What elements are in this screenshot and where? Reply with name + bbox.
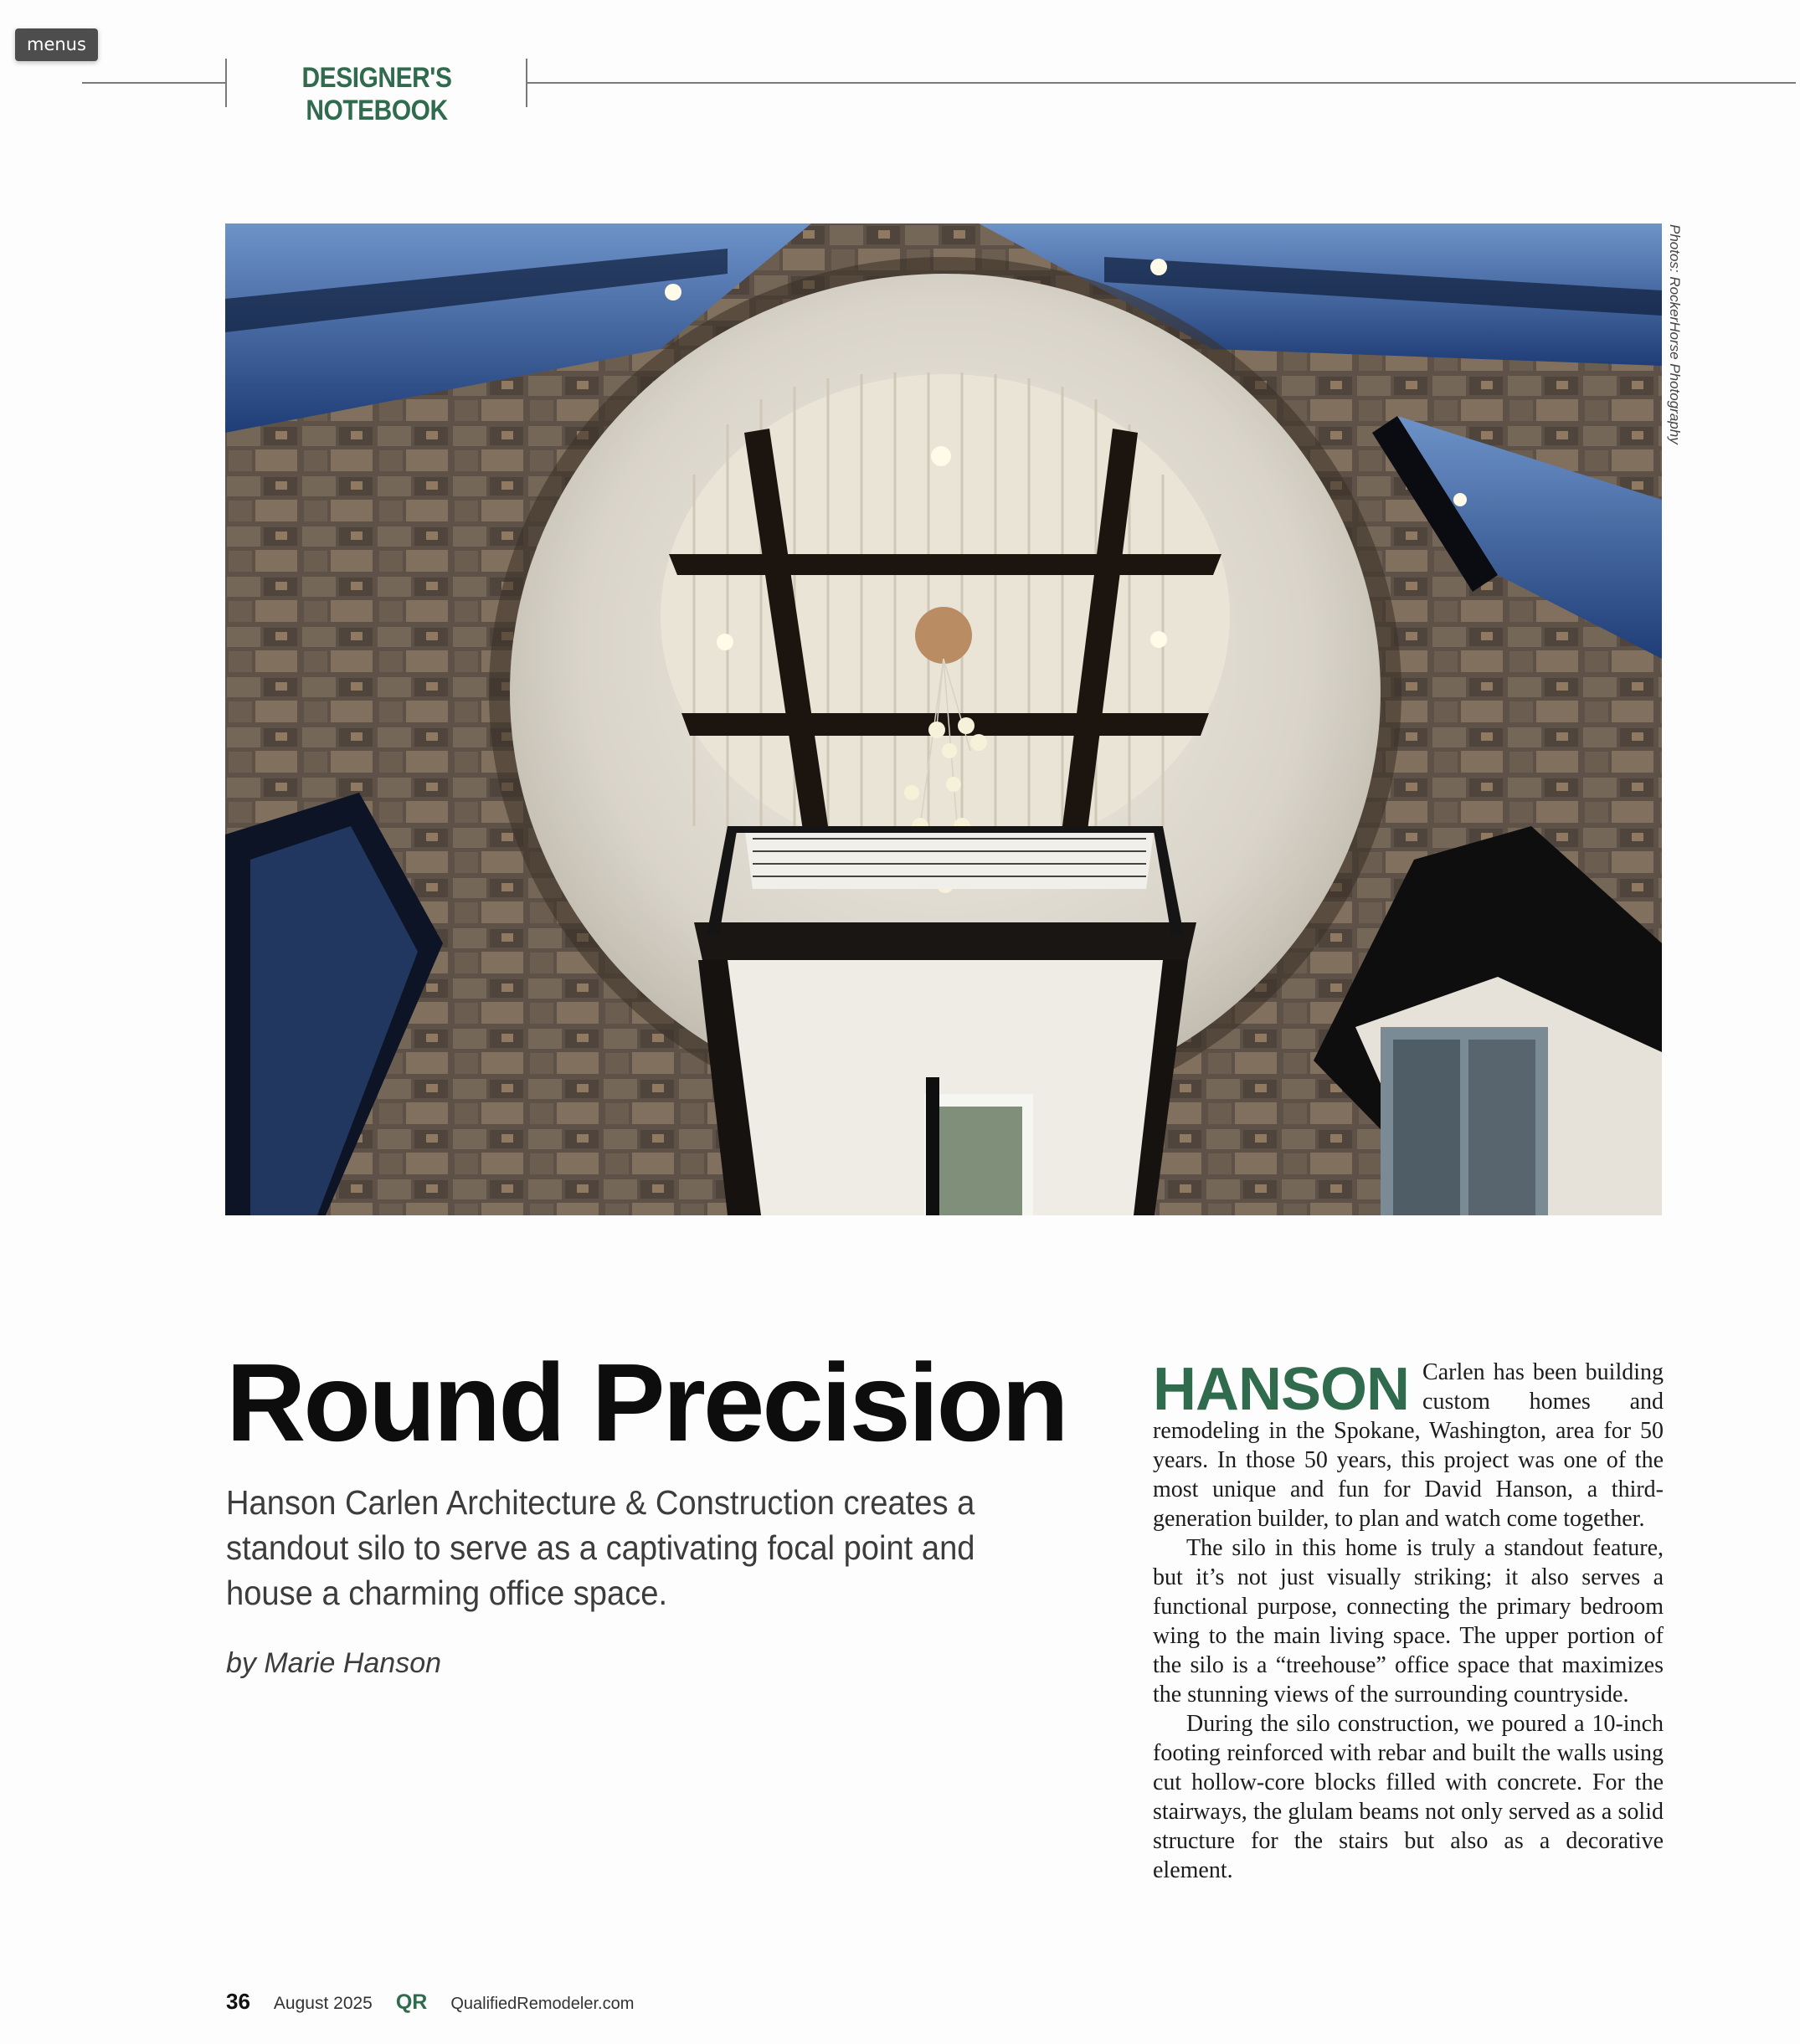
article-deck: Hanson Carlen Architecture & Construction creates a standout silo to serve as a captivating focal point and house a charming office space. (226, 1483, 975, 1612)
drop-word: HANSON (1153, 1356, 1410, 1423)
photo-credit (1664, 224, 1689, 467)
menus-tooltip[interactable]: menus (15, 28, 98, 61)
header-bracket-left (225, 59, 227, 107)
body-paragraph-2: The silo in this home is truly a standout feature, but it’s not just visually striking; it also serves a functional purpose, connecting the primary bedroom wing to the main living space. The upper portion of the silo is a “treehouse” office space that maximizes the stunning views of the surrounding countryside. (1153, 1535, 1664, 1708)
article-title: Round Precision (226, 1341, 1067, 1464)
magazine-logo: QR (395, 1990, 428, 2014)
section-label: DESIGNER'S NOTEBOOK (301, 62, 452, 126)
photo-credit-text: Photos: RockerHorse Photography (1667, 224, 1683, 444)
para1-text: Carlen has been building custom homes and remodeling in the Spokane, Washington, area for 50 years. In those 50 years, this project was one of the most unique and fun for David Hanson, a third-generation builder, to plan and watch come together. (1153, 1359, 1664, 1532)
website-link[interactable]: QualifiedRemodeler.com (450, 1995, 635, 2013)
page-footer (226, 1989, 634, 2016)
body-paragraph-3: During the silo construction, we poured a 10-inch footing reinforced with rebar and built the walls using cut hollow-core blocks filled with concrete. For the stairways, the glulam beams not only served as a solid structure for the stairs but also as a decorative element. (1153, 1711, 1664, 1883)
article-body (1153, 1358, 1664, 1885)
header-rule-right (527, 82, 1796, 84)
header-rule-left (82, 82, 226, 84)
body-paragraph-1 (1153, 1358, 1664, 1533)
issue-date: August 2025 (273, 1994, 373, 2013)
silo-interior-photo (225, 223, 1662, 1215)
page-number: 36 (226, 1989, 250, 2014)
article-byline: by Marie Hanson (226, 1647, 442, 1679)
